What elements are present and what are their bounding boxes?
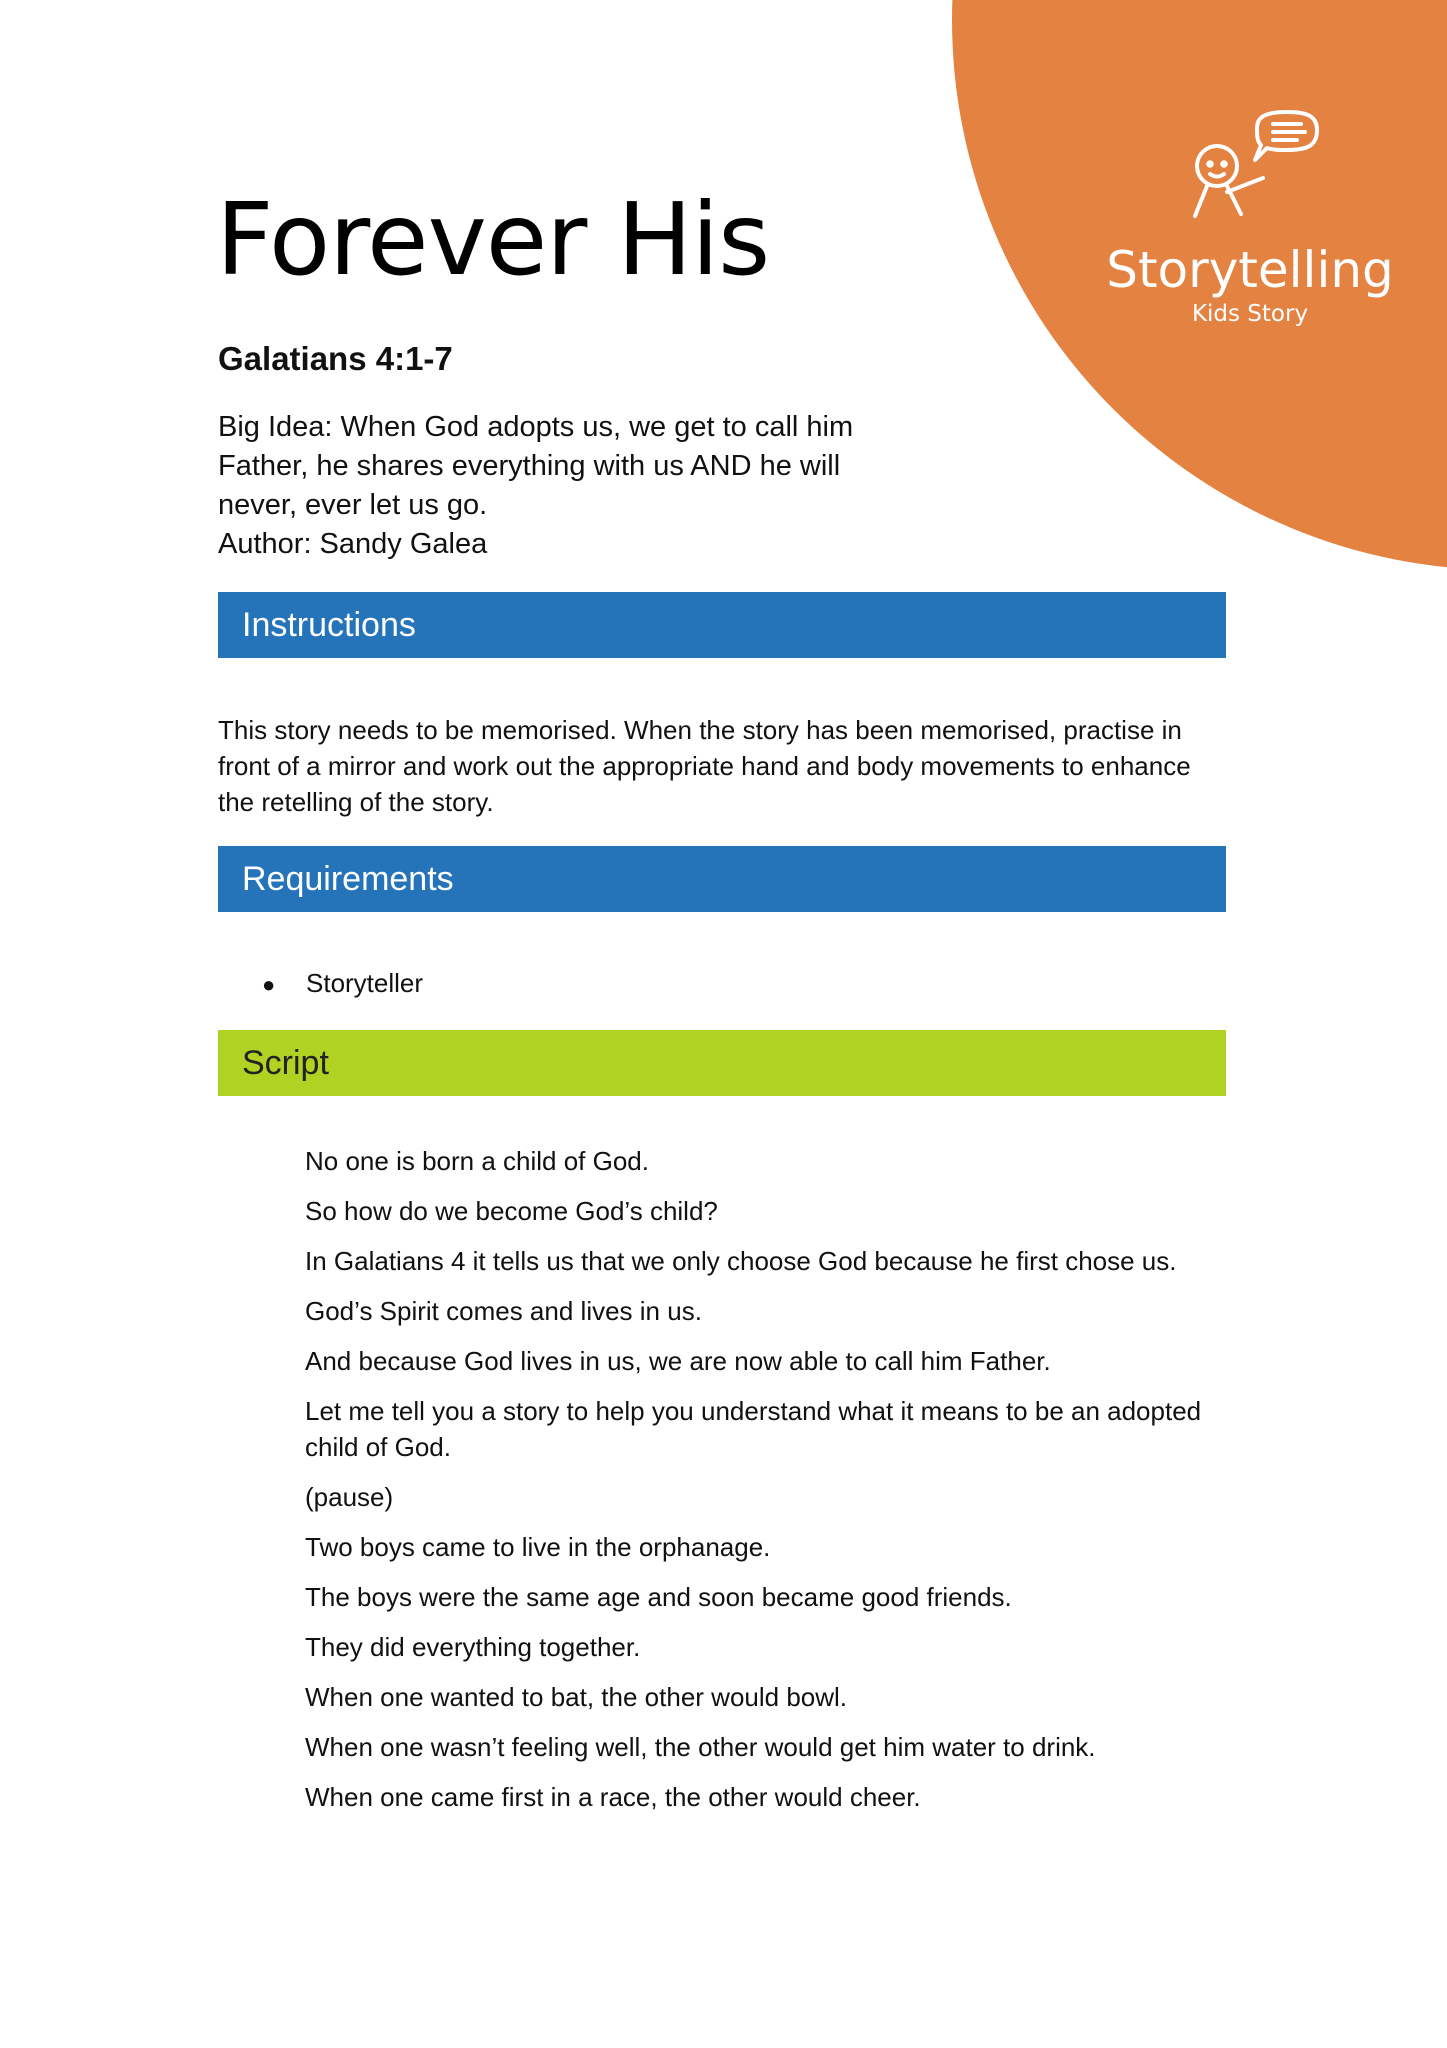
script-line: God’s Spirit comes and lives in us.: [305, 1296, 702, 1326]
script-line: When one wanted to bat, the other would bowl.: [305, 1682, 848, 1712]
intro-block: [218, 408, 918, 564]
big-idea-line: Father, he shares everything with us AND he will: [218, 450, 841, 482]
scripture-reference: Galatians 4:1-7: [218, 340, 453, 377]
requirements-heading: Requirements: [218, 846, 1226, 912]
big-idea-line: Big Idea: When God adopts us, we get to call him: [218, 411, 854, 443]
script-line: And because God lives in us, we are now able to call him Father.: [305, 1346, 1051, 1376]
script-body: [305, 1143, 1205, 1829]
brand-badge: [1100, 108, 1400, 328]
script-line: They did everything together.: [305, 1632, 641, 1662]
author-line: Author: Sandy Galea: [218, 528, 488, 560]
big-idea-line: never, ever let us go.: [218, 489, 488, 521]
script-line: When one came first in a race, the other would cheer.: [305, 1782, 921, 1812]
script-line: The boys were the same age and soon became good friends.: [305, 1582, 1012, 1612]
script-line: In Galatians 4 it tells us that we only choose God because he first chose us.: [305, 1246, 1177, 1276]
script-line: No one is born a child of God.: [305, 1146, 649, 1176]
page-title: Forever His: [216, 181, 770, 298]
script-line: So how do we become God’s child?: [305, 1196, 718, 1226]
script-heading: Script: [218, 1030, 1226, 1096]
brand-title: Storytelling: [1106, 241, 1394, 299]
script-line: When one wasn’t feeling well, the other would get him water to drink.: [305, 1732, 1096, 1762]
requirements-list: [262, 965, 423, 1003]
brand-subtitle: Kids Story: [1191, 301, 1309, 327]
script-line: (pause): [305, 1482, 394, 1512]
instructions-text: This story needs to be memorised. When the story has been memorised, practise in front of a mirror and work out the appropriate hand and body movements to enhance the retelling of the story.: [218, 715, 1191, 817]
script-line: Let me tell you a story to help you understand what it means to be an adopted child of God.: [305, 1396, 1202, 1462]
storyteller-speech-bubble-icon: [1175, 108, 1325, 238]
script-line: Two boys came to live in the orphanage.: [305, 1532, 771, 1562]
list-item: ● Storyteller: [262, 965, 423, 1003]
instructions-heading: Instructions: [218, 592, 1226, 658]
